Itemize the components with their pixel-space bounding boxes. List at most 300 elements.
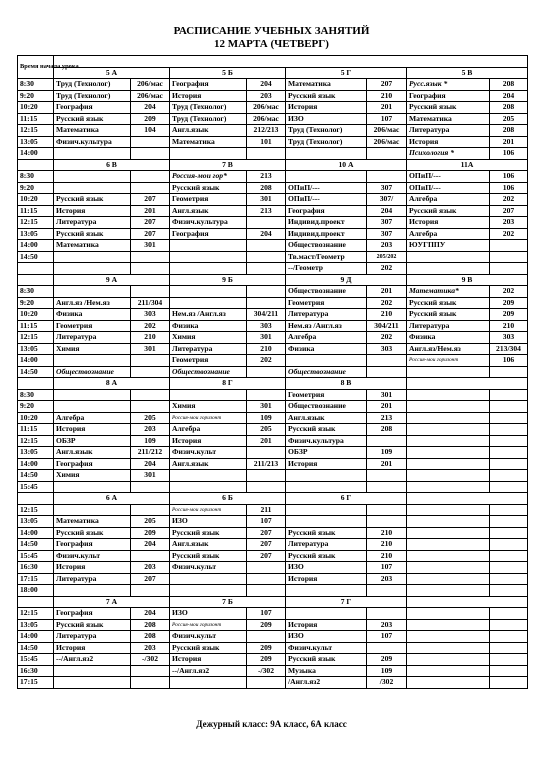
lesson-row (18, 516, 528, 528)
subject (286, 504, 367, 516)
room: 209 (490, 297, 528, 309)
lesson-row (18, 251, 528, 263)
subject (54, 401, 131, 413)
room (490, 240, 528, 252)
lesson-time: 14:00 (18, 355, 54, 367)
lesson-time: 12:15 (18, 217, 54, 229)
room (490, 424, 528, 436)
subject: История (170, 435, 247, 447)
room: 303 (247, 320, 286, 332)
room: 201 (490, 136, 528, 148)
subject (54, 171, 131, 183)
subject: Англ.яз /Нем.яз (54, 297, 131, 309)
room: 211/304 (131, 297, 170, 309)
room (367, 366, 407, 378)
room: 201 (247, 435, 286, 447)
room: 107 (247, 608, 286, 620)
room (490, 447, 528, 459)
subject: Обществознание (170, 366, 247, 378)
class-name: 6 Г (286, 493, 407, 505)
subject: ИЗО (286, 631, 367, 643)
lesson-row (18, 424, 528, 436)
room: 205 (131, 516, 170, 528)
room: 210 (247, 343, 286, 355)
room (131, 401, 170, 413)
lesson-row (18, 240, 528, 252)
room (247, 366, 286, 378)
subject: История (286, 573, 367, 585)
room: 212/213 (247, 125, 286, 137)
subject (54, 585, 131, 597)
subject (54, 504, 131, 516)
class-header-row (18, 159, 528, 171)
room: 203 (131, 642, 170, 654)
room: 201 (367, 286, 407, 298)
room: -/302 (131, 654, 170, 666)
subject: Россия-мои горизонт (170, 619, 247, 631)
subject: История (286, 102, 367, 114)
room (367, 171, 407, 183)
lesson-time: 9:20 (18, 297, 54, 309)
room: 301 (247, 401, 286, 413)
subject: История (407, 136, 490, 148)
lesson-row (18, 217, 528, 229)
room: 107 (367, 113, 407, 125)
lesson-row (18, 435, 528, 447)
subject (407, 470, 490, 482)
room (490, 642, 528, 654)
room (131, 481, 170, 493)
room: 106 (490, 171, 528, 183)
lesson-row (18, 654, 528, 666)
subject (407, 366, 490, 378)
subject: География (286, 205, 367, 217)
subject (54, 251, 131, 263)
room: 109 (247, 412, 286, 424)
room: 207 (131, 217, 170, 229)
lesson-time: 12:15 (18, 125, 54, 137)
room: 202 (490, 228, 528, 240)
subject: География (54, 539, 131, 551)
lesson-time: 14:00 (18, 527, 54, 539)
lesson-row (18, 320, 528, 332)
room (247, 677, 286, 689)
room: 107 (247, 516, 286, 528)
room: 209 (367, 654, 407, 666)
time-header-empty (18, 274, 54, 286)
room (490, 527, 528, 539)
subject: Русский язык (407, 102, 490, 114)
subject: Русский язык (54, 113, 131, 125)
room (367, 642, 407, 654)
subject: География (407, 90, 490, 102)
room: 209 (131, 527, 170, 539)
subject (407, 654, 490, 666)
room: 213/304 (490, 343, 528, 355)
subject (407, 447, 490, 459)
lesson-row (18, 90, 528, 102)
room (490, 401, 528, 413)
subject: Геометрия (286, 297, 367, 309)
lesson-time: 11:15 (18, 424, 54, 436)
room: 210 (367, 527, 407, 539)
room (367, 481, 407, 493)
subject: Россия-мои горизонт (407, 355, 490, 367)
room (490, 631, 528, 643)
subject: Россия-мои горизонт (170, 504, 247, 516)
lesson-row (18, 458, 528, 470)
lesson-time: 9:20 (18, 90, 54, 102)
subject (407, 631, 490, 643)
lesson-row (18, 550, 528, 562)
lesson-time: 8:30 (18, 286, 54, 298)
room: 109 (367, 665, 407, 677)
lesson-time: 10:20 (18, 194, 54, 206)
room (131, 355, 170, 367)
room (367, 470, 407, 482)
subject (407, 619, 490, 631)
subject: Нем.яз /Англ.яз (286, 320, 367, 332)
lesson-time: 15:45 (18, 654, 54, 666)
subject: Литература (407, 125, 490, 137)
subject: История (286, 619, 367, 631)
lesson-row (18, 343, 528, 355)
class-name: 10 А (286, 159, 407, 171)
lesson-row (18, 182, 528, 194)
class-name: 5 В (407, 67, 528, 79)
room: 206/мас (367, 136, 407, 148)
time-header-empty (18, 378, 54, 390)
class-name: 7 Г (286, 596, 407, 608)
lesson-time: 16:30 (18, 665, 54, 677)
subject: Музыка (286, 665, 367, 677)
room: 207 (247, 527, 286, 539)
room: 205/202 (367, 251, 407, 263)
subject: Химия (170, 332, 247, 344)
subject: Физич.культ (170, 562, 247, 574)
room: 208 (490, 79, 528, 91)
subject: ИЗО (286, 113, 367, 125)
room: 201 (367, 401, 407, 413)
subject: Физич.культ (170, 631, 247, 643)
room (490, 481, 528, 493)
class-name (407, 378, 528, 390)
room (490, 412, 528, 424)
lesson-time: 8:30 (18, 79, 54, 91)
subject (170, 240, 247, 252)
lesson-time: 13:05 (18, 136, 54, 148)
class-header-row (18, 67, 528, 79)
subject: Химия (54, 343, 131, 355)
lesson-time: 13:05 (18, 447, 54, 459)
subject: Литература (286, 309, 367, 321)
class-header-row (18, 596, 528, 608)
room: 203 (490, 217, 528, 229)
room: 209 (247, 619, 286, 631)
lesson-time: 17:15 (18, 573, 54, 585)
room: 208 (131, 631, 170, 643)
room (247, 240, 286, 252)
room: -/302 (247, 665, 286, 677)
subject (407, 642, 490, 654)
subject: Англ.язык (286, 412, 367, 424)
subject: Алгебра (54, 412, 131, 424)
subject (407, 412, 490, 424)
subject: Англ.язык (170, 125, 247, 137)
subject: Англ.язык (54, 447, 131, 459)
subject (407, 458, 490, 470)
header-row (18, 56, 528, 68)
subject: ОПиП/--- (286, 194, 367, 206)
lesson-row (18, 102, 528, 114)
room (131, 389, 170, 401)
subject: История (54, 424, 131, 436)
class-name: 6 А (54, 493, 170, 505)
subject (170, 573, 247, 585)
subject: ОПиП/--- (286, 182, 367, 194)
schedule-date: 12 МАРТА (ЧЕТВЕРГ) (214, 38, 329, 50)
room: 209 (247, 654, 286, 666)
room: /302 (367, 677, 407, 689)
room (247, 148, 286, 160)
subject: Физич.культ (170, 447, 247, 459)
room (131, 504, 170, 516)
subject: Обществознание (286, 366, 367, 378)
subject: Физич.культ (286, 642, 367, 654)
room (247, 251, 286, 263)
subject (286, 470, 367, 482)
lesson-time: 14:00 (18, 148, 54, 160)
lesson-row (18, 263, 528, 275)
room (490, 550, 528, 562)
room (131, 182, 170, 194)
subject: --/Геометр (286, 263, 367, 275)
lesson-time: 8:30 (18, 389, 54, 401)
subject: Англ.яз/Нем.яз (407, 343, 490, 355)
room: 208 (490, 125, 528, 137)
subject: Алгебра (407, 228, 490, 240)
room: 206/мас (247, 113, 286, 125)
room (490, 251, 528, 263)
subject (170, 148, 247, 160)
subject (407, 481, 490, 493)
lesson-row (18, 619, 528, 631)
lesson-time: 11:15 (18, 113, 54, 125)
subject (286, 585, 367, 597)
subject (407, 251, 490, 263)
room (247, 470, 286, 482)
room: 203 (367, 573, 407, 585)
subject: Алгебра (170, 424, 247, 436)
lesson-time: 14:00 (18, 240, 54, 252)
room: 207 (131, 194, 170, 206)
room (490, 654, 528, 666)
subject (286, 355, 367, 367)
class-name: 8 В (286, 378, 407, 390)
subject: История (407, 217, 490, 229)
subject: География (54, 102, 131, 114)
subject: Русский язык (407, 205, 490, 217)
schedule-table (17, 55, 528, 689)
room: 210 (367, 550, 407, 562)
subject: Математика (54, 240, 131, 252)
subject (407, 389, 490, 401)
subject: /Англ.яз2 (286, 677, 367, 689)
subject: Математика (54, 516, 131, 528)
subject (286, 171, 367, 183)
subject: Русский язык (170, 642, 247, 654)
class-name: 7 В (170, 159, 286, 171)
lesson-time (18, 263, 54, 275)
lesson-time: 9:20 (18, 182, 54, 194)
subject (54, 286, 131, 298)
room: 307/ (367, 194, 407, 206)
room (367, 585, 407, 597)
subject: Физика (170, 320, 247, 332)
room: 106 (490, 148, 528, 160)
lesson-row (18, 366, 528, 378)
subject: Русский язык (407, 297, 490, 309)
subject: Нем.яз /Англ.яз (170, 309, 247, 321)
subject: Труд (Технолог) (170, 102, 247, 114)
subject (170, 677, 247, 689)
class-header-row (18, 493, 528, 505)
subject: Труд (Технолог) (286, 125, 367, 137)
room: 201 (367, 102, 407, 114)
schedule-title: РАСПИСАНИЕ УЧЕБНЫХ ЗАНЯТИЙ (173, 25, 370, 37)
lesson-row (18, 205, 528, 217)
room: 208 (247, 182, 286, 194)
room (490, 470, 528, 482)
subject: --/Англ.яз2 (170, 665, 247, 677)
subject: Математика (170, 136, 247, 148)
lesson-time: 17:15 (18, 677, 54, 689)
room: 209 (490, 309, 528, 321)
subject: Русский язык (54, 527, 131, 539)
subject (170, 297, 247, 309)
class-name: 11А (407, 159, 528, 171)
subject: Русский язык (54, 619, 131, 631)
subject: Русский язык (286, 90, 367, 102)
subject (54, 355, 131, 367)
subject: Физика (286, 343, 367, 355)
time-header-empty (18, 159, 54, 171)
class-name (407, 596, 528, 608)
room: 303 (367, 343, 407, 355)
subject (170, 481, 247, 493)
room: 201 (367, 458, 407, 470)
room: 307 (367, 228, 407, 240)
subject: Тв.маст/Геометр (286, 251, 367, 263)
lesson-time: 14:50 (18, 470, 54, 482)
subject (54, 389, 131, 401)
room: 104 (131, 125, 170, 137)
lesson-time: 12:15 (18, 332, 54, 344)
subject: Литература (407, 320, 490, 332)
subject: История (54, 562, 131, 574)
lesson-row (18, 608, 528, 620)
room: 204 (367, 205, 407, 217)
subject (407, 573, 490, 585)
room (490, 573, 528, 585)
room (131, 136, 170, 148)
subject (407, 608, 490, 620)
class-name: 5 А (54, 67, 170, 79)
subject: Индивид.проект (286, 217, 367, 229)
room (367, 355, 407, 367)
room: 202 (131, 320, 170, 332)
lesson-row (18, 642, 528, 654)
room (490, 677, 528, 689)
lesson-row (18, 447, 528, 459)
subject: Труд (Технолог) (170, 113, 247, 125)
subject: Литература (54, 631, 131, 643)
room (367, 608, 407, 620)
room: 304/211 (367, 320, 407, 332)
class-name: 8 А (54, 378, 170, 390)
room (247, 263, 286, 275)
room (367, 435, 407, 447)
lesson-time: 13:05 (18, 228, 54, 240)
subject: Химия (54, 470, 131, 482)
room: 202 (247, 355, 286, 367)
subject (407, 539, 490, 551)
subject: Физич.культура (54, 136, 131, 148)
subject: Русский язык (286, 527, 367, 539)
subject: ОБЗР (54, 435, 131, 447)
lesson-row (18, 677, 528, 689)
subject: Геометрия (170, 355, 247, 367)
room: 204 (490, 90, 528, 102)
room (247, 297, 286, 309)
subject: Геометрия (170, 194, 247, 206)
subject: --/Англ.яз2 (54, 654, 131, 666)
lesson-time: 9:20 (18, 401, 54, 413)
room (247, 217, 286, 229)
room: 107 (367, 631, 407, 643)
room: 106 (490, 182, 528, 194)
subject: Геометрия (54, 320, 131, 332)
room: 203 (367, 619, 407, 631)
subject (286, 148, 367, 160)
room: 211/213 (247, 458, 286, 470)
room: 204 (247, 228, 286, 240)
subject: Физич.культура (170, 217, 247, 229)
room: 206/мас (367, 125, 407, 137)
subject (407, 527, 490, 539)
subject: Психология * (407, 148, 490, 160)
subject (407, 677, 490, 689)
subject (54, 481, 131, 493)
subject: Труд (Технолог) (286, 136, 367, 148)
lesson-row (18, 665, 528, 677)
subject: Англ.язык (170, 539, 247, 551)
lesson-time: 12:15 (18, 435, 54, 447)
room: 211/212 (131, 447, 170, 459)
lesson-time: 11:15 (18, 205, 54, 217)
subject (286, 608, 367, 620)
lesson-row (18, 136, 528, 148)
room (490, 619, 528, 631)
room (490, 665, 528, 677)
room (490, 608, 528, 620)
lesson-row (18, 585, 528, 597)
subject (407, 550, 490, 562)
room: 301 (131, 240, 170, 252)
lesson-time: 18:00 (18, 585, 54, 597)
room (490, 435, 528, 447)
room (247, 389, 286, 401)
